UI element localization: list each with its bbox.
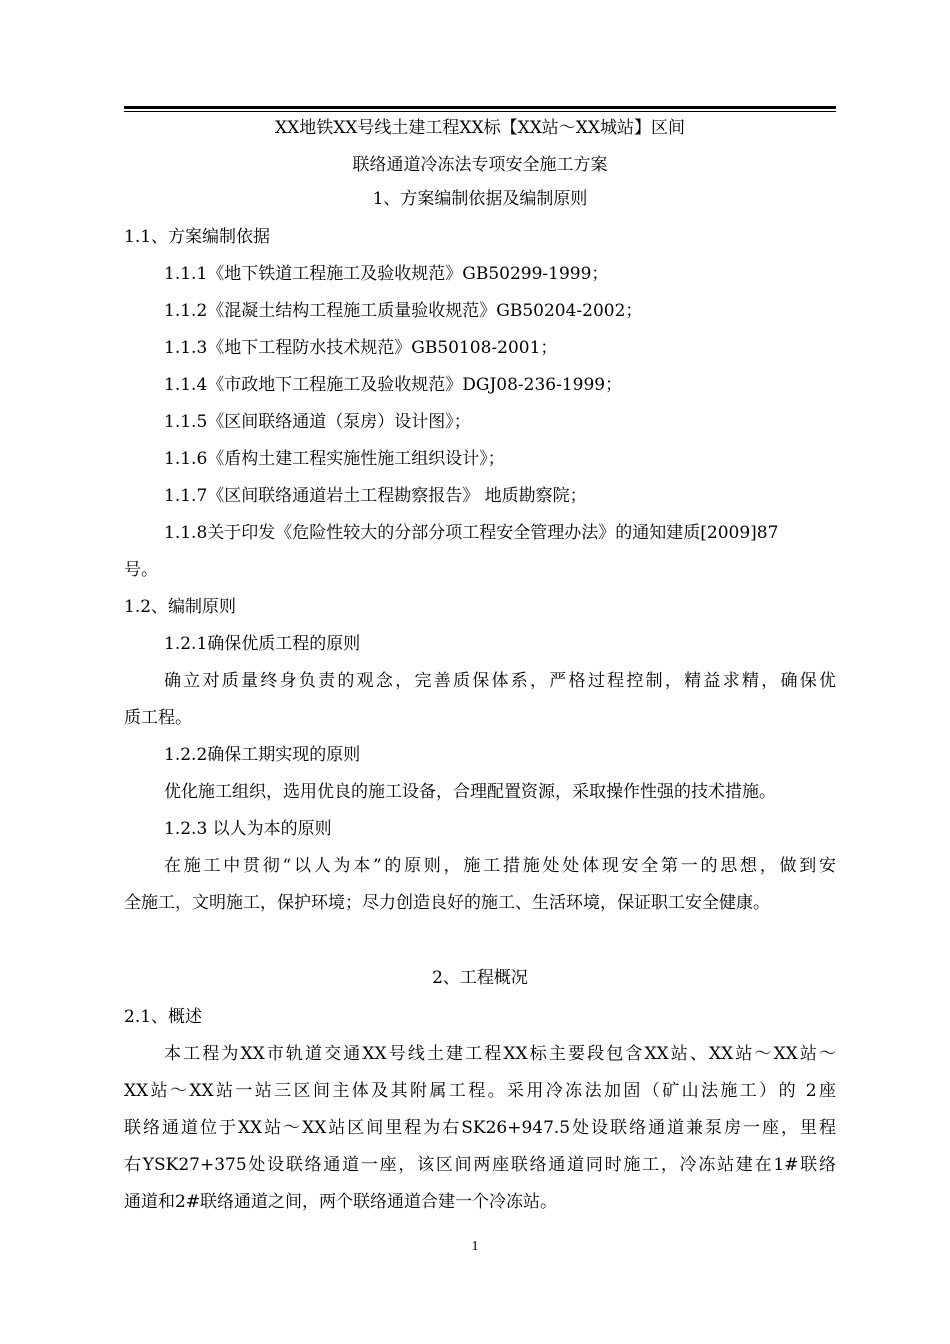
basis-item: 1.1.7《区间联络通道岩土工程勘察报告》 地质勘察院； [164, 486, 587, 506]
document-title-line2: 联络通道冷冻法专项安全施工方案 [352, 155, 608, 175]
paragraph-line: XX站～XX站一站三区间主体及其附属工程。采用冷冻法加固（矿山法施工）的 2座 [124, 1081, 836, 1101]
basis-item: 1.1.1《地下铁道工程施工及验收规范》GB50299-1999； [164, 264, 609, 284]
section2-1-heading: 2.1、概述 [124, 1007, 203, 1027]
paragraph-line: 质工程。 [124, 708, 192, 728]
paragraph-line: 在施工中贯彻“以人为本”的原则，施工措施处处体现安全第一的思想，做到安 [164, 856, 836, 876]
basis-item: 1.1.8关于印发《危险性较大的分部分项工程安全管理办法》的通知建质[2009]87 [164, 523, 779, 543]
paragraph-line: 右YSK27+375处设联络通道一座，该区间两座联络通道同时施工，冷冻站建在1#联络 [124, 1155, 836, 1175]
section1-2-heading: 1.2、编制原则 [124, 597, 237, 617]
section2-heading: 2、工程概况 [432, 968, 528, 988]
section1-heading: 1、方案编制依据及编制原则 [372, 189, 588, 209]
basis-item-continuation: 号。 [124, 560, 158, 580]
paragraph-line: 联络通道位于XX站～XX站区间里程为右SK26+947.5处设联络通道兼泵房一座，里程 [124, 1118, 836, 1138]
page-number: 1 [471, 1239, 479, 1254]
principle-heading: 1.2.2确保工期实现的原则 [164, 745, 361, 765]
paragraph-line: 通道和2#联络通道之间，两个联络通道合建一个冷冻站。 [124, 1192, 558, 1212]
paragraph-line: 本工程为XX市轨道交通XX号线土建工程XX标主要段包含XX站、XX站～XX站～ [164, 1044, 836, 1064]
section1-1-heading: 1.1、方案编制依据 [124, 227, 271, 247]
basis-item: 1.1.4《市政地下工程施工及验收规范》DGJ08-236-1999； [164, 375, 623, 395]
basis-item: 1.1.2《混凝土结构工程施工质量验收规范》GB50204-2002； [164, 301, 643, 321]
principle-heading: 1.2.3 以人为本的原则 [164, 819, 332, 839]
basis-item: 1.1.6《盾构土建工程实施性施工组织设计》； [164, 449, 505, 469]
header-rule-thin [124, 111, 836, 112]
principle-heading: 1.2.1确保优质工程的原则 [164, 634, 361, 654]
paragraph-line: 全施工，文明施工，保护环境；尽力创造良好的施工、生活环境，保证职工安全健康。 [124, 893, 770, 913]
header-rule-thick [124, 106, 836, 109]
paragraph-line: 优化施工组织，选用优良的施工设备，合理配置资源，采取操作性强的技术措施。 [164, 782, 776, 802]
basis-item: 1.1.3《地下工程防水技术规范》GB50108-2001； [164, 338, 558, 358]
paragraph-line: 确立对质量终身负责的观念，完善质保体系，严格过程控制，精益求精，确保优 [164, 671, 836, 691]
basis-item: 1.1.5《区间联络通道（泵房）设计图》； [164, 412, 471, 432]
document-title-line1: XX地铁XX号线土建工程XX标【XX站～XX城站】区间 [274, 118, 686, 138]
